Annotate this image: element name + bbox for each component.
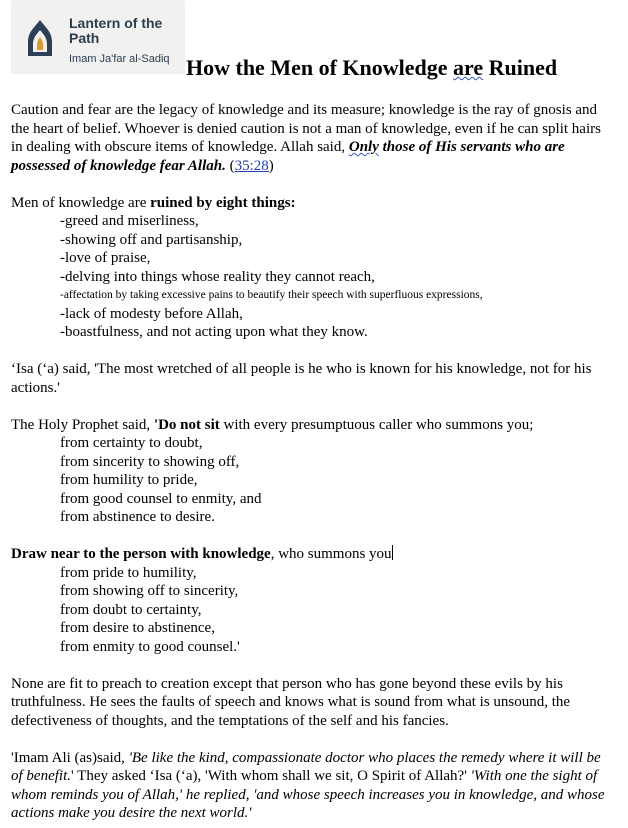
brand-header [11, 0, 185, 74]
draw-near-item: from enmity to good counsel.' [60, 638, 240, 655]
summons-item: from sincerity to showing off, [60, 453, 240, 470]
eight-things-lead: Men of knowledge are [11, 194, 151, 211]
quran-quote: those of His servants who are possessed of knowledge fear Allah. [11, 139, 565, 174]
ruin-item: -lack of modesty before Allah, [60, 305, 243, 322]
summons-item: from abstinence to desire. [60, 509, 215, 525]
title-end: Ruined [483, 55, 558, 80]
summons-item: from humility to pride, [60, 472, 198, 488]
eight-things-bold: ruined by eight things: [150, 194, 296, 211]
imam-ali-quote: 'Be like the kind, compassionate doctor who places the remedy where it will be of benefit. [11, 749, 601, 784]
paragraph-isa-saying: ‘Isa (‘a) said, 'The most wretched of all people is he who is known for his knowledge, not for his actions.' [11, 361, 592, 396]
document-body [11, 101, 611, 823]
brand-author: Imam Ja'far al-Sadiq [69, 53, 170, 65]
caution-text: Caution and fear are the legacy of knowledge and its measure; knowledge is the ray of gnosis and the heart of belief. Whoever is denied caution is not a man of knowledge, even if he can split hairs in dealing with obscure items of knowledge. Allah said, [11, 102, 601, 155]
draw-near-item: from pride to humility, [60, 564, 197, 581]
summons-item: from certainty to doubt, [60, 435, 203, 451]
paragraph-draw-near [11, 545, 611, 564]
paragraph-imam-ali [11, 749, 611, 823]
paragraph-eight-things [11, 194, 611, 213]
draw-near-item: from showing off to sincerity, [60, 583, 239, 599]
quran-reference-link[interactable]: 35:28 [234, 157, 269, 174]
brand-name: Lantern of the Path [69, 15, 163, 46]
ruin-item: -affectation by taking excessive pains to beautify their speech with superfluous expressions, [60, 289, 483, 301]
ruin-item: -love of praise, [60, 250, 151, 266]
quote-only: Only [348, 139, 379, 155]
summons-item: from good counsel to enmity, and [60, 490, 262, 507]
paragraph-preach: None are fit to preach to creation except that person who has gone beyond these evils by his truthfulness. He sees the faults of speech and knows what is sound from what is unsound, the defectiveness of thoughts, and the temptations of the self and his fancies. [11, 675, 571, 729]
ruin-item: -boastfulness, and not acting upon what they know. [60, 324, 368, 340]
prophet-rest: with every presumptuous caller who summons you; [219, 416, 534, 433]
prophet-bold: 'Do not sit [153, 416, 220, 433]
ruin-item: -greed and miserliness, [60, 213, 199, 229]
imam-ali-mid: ' They asked ‘Isa (‘a), 'With whom shall we sit, O Spirit of Allah?' [71, 768, 471, 784]
prophet-lead: The Holy Prophet said, [11, 416, 154, 433]
title-are: are [453, 55, 484, 80]
paragraph-prophet-saying [11, 416, 611, 435]
title-start: How the Men of Knowledge [186, 55, 454, 80]
draw-near-rest: , who summons you [270, 546, 392, 562]
draw-near-item: from desire to abstinence, [60, 620, 215, 636]
imam-ali-lead: 'Imam Ali (as)said, [11, 749, 129, 766]
ruin-item: -delving into things whose reality they cannot reach, [60, 268, 375, 285]
text-cursor [392, 545, 393, 560]
draw-near-item: from doubt to certainty, [60, 601, 202, 618]
isa-reply-quote: 'With one the sight of whom reminds you of Allah,' he replied, 'and whose speech increases you in knowledge, and whose actions make you desire the next world.' [11, 768, 605, 821]
page-title [186, 55, 557, 81]
paragraph-caution: Caution and fear are the legacy of knowledge and its measure; knowledge is the ray of gnosis and the heart of belief. Whoever is denied caution is not a man of knowledge, even if he can split hairs in dealing with obscure items of knowledge. Allah said, Only those of His servants who are possessed of knowledge fear Allah. (35:28) [11, 102, 601, 174]
lantern-logo-icon [23, 18, 57, 58]
draw-near-bold: Draw near to the person with knowledge [11, 546, 271, 562]
ruin-item: -showing off and partisanship, [60, 231, 243, 248]
